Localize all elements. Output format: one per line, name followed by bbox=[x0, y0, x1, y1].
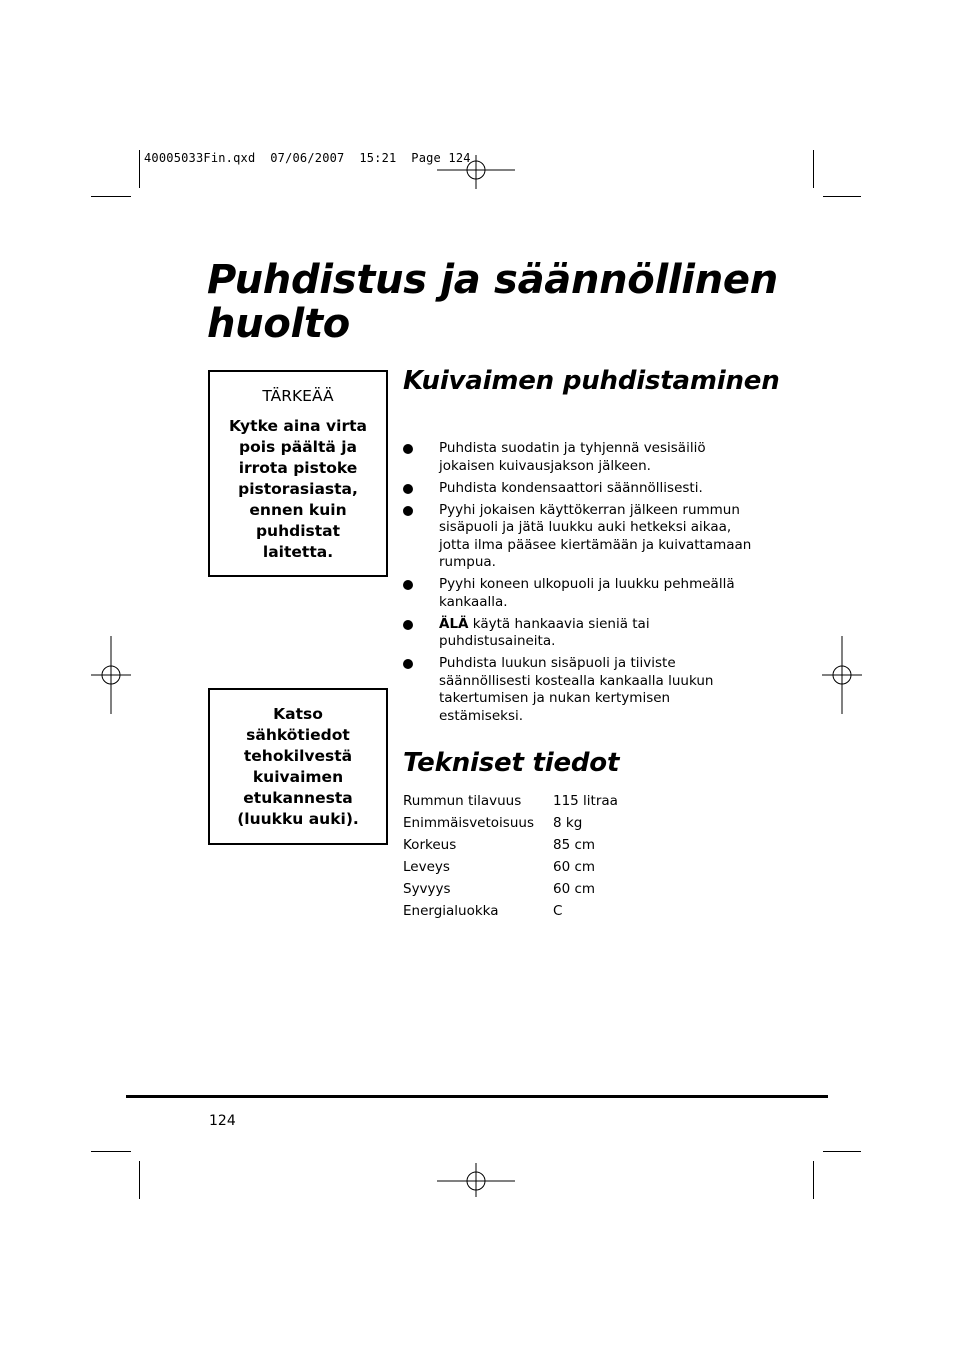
crop-mark bbox=[139, 1161, 140, 1199]
bullet-icon bbox=[403, 506, 413, 516]
spec-value: 60 cm bbox=[553, 859, 596, 875]
list-item-text: Puhdista suodatin ja tyhjennä vesisäiliö jokaisen kuivausjakson jälkeen. bbox=[439, 440, 706, 474]
section-heading-specs: Tekniset tiedot bbox=[403, 748, 620, 778]
crop-mark bbox=[823, 196, 861, 197]
crop-mark bbox=[813, 150, 814, 188]
spec-label: Enimmäisvetoisuus bbox=[403, 815, 534, 831]
list-item-text: Pyyhi koneen ulkopuoli ja luukku pehmeällä kankaalla. bbox=[439, 576, 735, 610]
list-item-text: Puhdista kondensaattori säännöllisesti. bbox=[439, 479, 703, 496]
spec-value: 115 litraa bbox=[553, 793, 618, 809]
registration-mark-icon bbox=[91, 636, 131, 714]
list-item bbox=[403, 616, 753, 651]
cleaning-list bbox=[403, 440, 753, 730]
spec-value: 85 cm bbox=[553, 837, 596, 853]
print-slug: 40005033Fin.qxd 07/06/2007 15:21 Page 124 bbox=[144, 151, 471, 165]
list-item bbox=[403, 576, 753, 611]
bullet-icon bbox=[403, 620, 413, 630]
registration-mark-icon bbox=[437, 1163, 515, 1197]
registration-mark-icon bbox=[437, 155, 515, 189]
bullet-icon bbox=[403, 484, 413, 494]
list-item-text: käytä hankaavia sieniä tai puhdistusaineita. bbox=[439, 615, 650, 649]
list-item-emphasis: ÄLÄ bbox=[439, 615, 469, 632]
footer-rule bbox=[126, 1095, 828, 1098]
spec-label: Leveys bbox=[403, 859, 450, 875]
notice-heading: TÄRKEÄÄ bbox=[262, 387, 334, 405]
spec-label: Korkeus bbox=[403, 837, 457, 853]
spec-value: 60 cm bbox=[553, 881, 596, 897]
registration-mark-icon bbox=[822, 636, 862, 714]
crop-mark bbox=[91, 1151, 131, 1152]
section-heading-cleaning: Kuivaimen puhdistaminen bbox=[403, 366, 780, 396]
notice-text: Kytke aina virta pois päältä ja irrota pistoke pistorasiasta, ennen kuin puhdistat laitetta. bbox=[229, 417, 367, 561]
bullet-icon bbox=[403, 580, 413, 590]
page-number: 124 bbox=[209, 1113, 236, 1129]
list-item-text: Pyyhi jokaisen käyttökerran jälkeen rummun sisäpuoli ja jätä luukku auki hetkeksi aikaa, jotta ilma pääsee kiertämään ja kuivattamaan rumpua. bbox=[439, 501, 752, 570]
important-notice-box bbox=[208, 370, 388, 577]
list-item bbox=[403, 502, 753, 572]
spec-value: C bbox=[553, 903, 563, 919]
bullet-icon bbox=[403, 444, 413, 454]
spec-label: Syvyys bbox=[403, 881, 451, 897]
info-text: Katso sähkötiedot tehokilvestä kuivaimen etukannesta (luukku auki). bbox=[237, 705, 359, 828]
list-item bbox=[403, 440, 753, 475]
crop-mark bbox=[139, 150, 140, 188]
list-item bbox=[403, 655, 753, 725]
bullet-icon bbox=[403, 659, 413, 669]
crop-mark bbox=[823, 1151, 861, 1152]
spec-label: Rummun tilavuus bbox=[403, 793, 522, 809]
spec-label: Energialuokka bbox=[403, 903, 499, 919]
crop-mark bbox=[813, 1161, 814, 1199]
spec-value: 8 kg bbox=[553, 815, 583, 831]
page-title: Puhdistus ja säännöllinen huolto bbox=[207, 257, 778, 347]
list-item bbox=[403, 480, 753, 498]
crop-mark bbox=[91, 196, 131, 197]
rating-plate-info-box bbox=[208, 688, 388, 845]
list-item-text: Puhdista luukun sisäpuoli ja tiiviste säännöllisesti kostealla kankaalla luukun takertumisen ja nukan kertymisen estämiseksi. bbox=[439, 655, 714, 724]
